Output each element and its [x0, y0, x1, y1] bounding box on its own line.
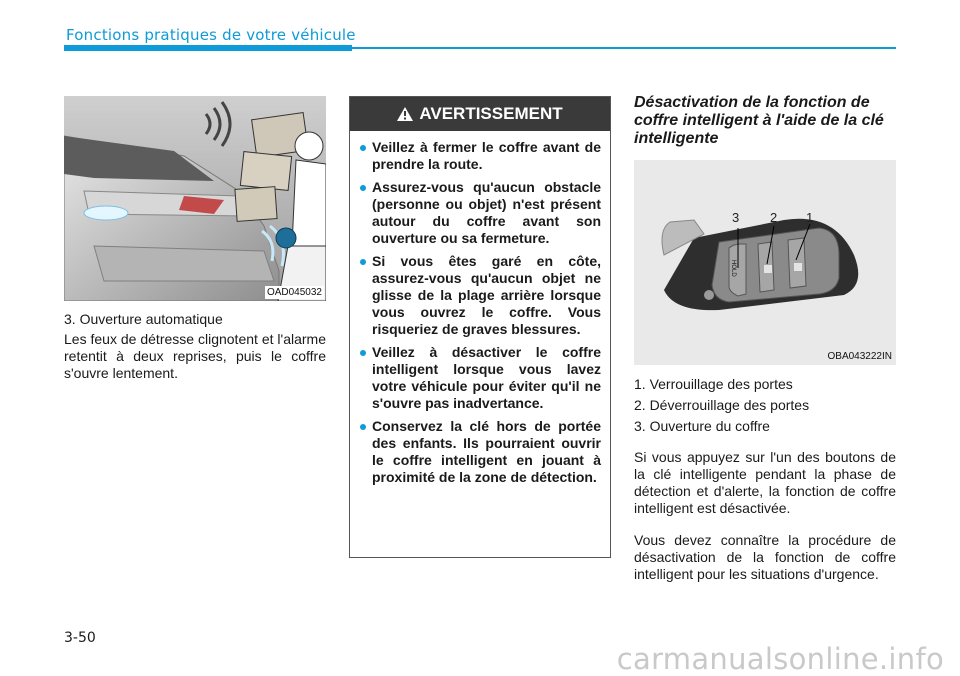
- header-rule-thick: [64, 45, 352, 51]
- warning-header: [350, 97, 610, 131]
- list-item: 2. Déverrouillage des portes: [634, 397, 810, 413]
- subsection-heading: Désactivation de la fonction de coffre intelligent à l'aide de la clé intelligente: [634, 94, 884, 147]
- warning-item: Conservez la clé hors de portée des enfants. Ils pourraient ouvrir le coffre intelligent en jouant à proximité de la zone de détection.: [360, 418, 601, 486]
- warning-item: Veillez à fermer le coffre avant de prendre la route.: [360, 139, 601, 173]
- callout-3: 3: [732, 210, 740, 225]
- body-paragraph: Si vous appuyez sur l'un des boutons de la clé intelligente pendant la phase de détection et d'alerte, la fonction de coffre intelligent est désactivée.: [634, 449, 896, 516]
- figure-code: OBA043222IN: [827, 351, 892, 362]
- warning-item: Si vous êtes garé en côte, assurez-vous qu'aucun objet ne glisse de la plage arrière lorsque vous ouvrez le coffre. Vous risqueriez de graves blessures.: [360, 253, 601, 338]
- smart-key-illustration: [634, 160, 896, 365]
- warning-box: [349, 96, 611, 558]
- trunk-illustration: [64, 96, 326, 301]
- header-rule-thin: [352, 47, 896, 49]
- body-paragraph: Les feux de détresse clignotent et l'alarme retentit à deux reprises, puis le coffre s'ouvre lentement.: [64, 331, 326, 381]
- button-list: [634, 374, 896, 437]
- page-number: 3-50: [64, 630, 96, 646]
- warning-title: AVERTISSEMENT: [419, 104, 563, 123]
- callout-2: 2: [770, 210, 778, 225]
- section-title: Fonctions pratiques de votre véhicule: [66, 26, 356, 44]
- body-paragraph: Vous devez connaître la procédure de désactivation de la fonction de coffre intelligent pour les situations d'urgence.: [634, 532, 896, 582]
- figure-code: OAD045032: [266, 287, 322, 298]
- warning-item: Veillez à désactiver le coffre intelligent lorsque vous lavez votre véhicule pour éviter qu'il ne s'ouvre pas inadvertance.: [360, 344, 601, 412]
- list-item: 3. Ouverture du coffre: [634, 418, 770, 434]
- warning-triangle-icon: [397, 107, 413, 121]
- hold-text: HOLD: [730, 260, 736, 277]
- list-item: 1. Verrouillage des portes: [634, 376, 793, 392]
- warning-item: Assurez-vous qu'aucun obstacle (personne ou objet) n'est présent autour du coffre avant son ouverture ou sa fermeture.: [360, 179, 601, 247]
- figure-caption: 3. Ouverture automatique: [64, 311, 223, 327]
- car-trunk-drawing: [64, 96, 326, 301]
- watermark: carmanualsonline.info: [616, 642, 944, 676]
- callout-1: 1: [806, 210, 814, 225]
- smart-key-drawing: [634, 160, 896, 365]
- warning-list: [350, 131, 610, 486]
